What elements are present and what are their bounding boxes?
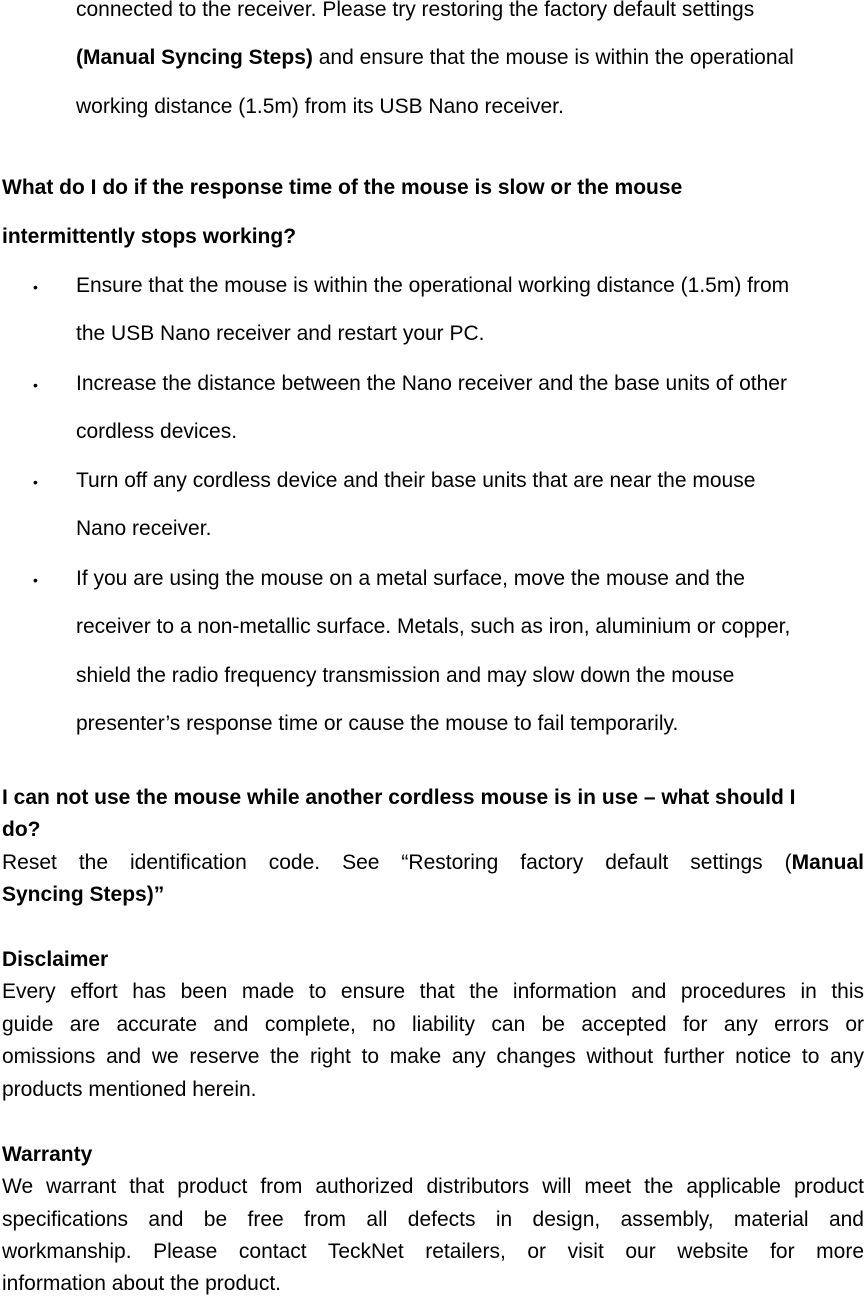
other-mouse-body-line-1	[2, 851, 864, 875]
manual-syncing-steps-ref: (Manual Syncing Steps)	[76, 46, 313, 69]
warranty-line-2: specifications and be free from all defects in design, assembly, material and	[2, 1208, 864, 1231]
bullet-2-line-2: cordless devices.	[76, 420, 238, 443]
warranty-line-4: information about the product.	[2, 1272, 282, 1295]
bullet-icon: •	[33, 474, 38, 490]
bullet-1-line-1: Ensure that the mouse is within the operational working distance (1.5m) from	[76, 274, 790, 297]
other-mouse-heading-line-1: I can not use the mouse while another cordless mouse is in use – what should I	[2, 786, 796, 809]
bullet-4-line-2: receiver to a non-metallic surface. Metals, such as iron, aluminium or copper,	[76, 615, 791, 638]
other-mouse-body-line-2: Syncing Steps)”	[2, 883, 165, 906]
disclaimer-line-1: Every effort has been made to ensure that the information and procedures in this	[2, 980, 864, 1003]
bullet-4-line-1: If you are using the mouse on a metal surface, move the mouse and the	[76, 567, 745, 590]
bullet-icon: •	[33, 572, 38, 588]
bullet-4-line-4: presenter’s response time or cause the mouse to fail temporarily.	[76, 712, 679, 735]
bullet-icon: •	[33, 279, 38, 295]
bullet-1-line-2: the USB Nano receiver and restart your PC.	[76, 322, 485, 345]
bullet-2-line-1: Increase the distance between the Nano receiver and the base units of other	[76, 372, 787, 395]
disclaimer-line-3: omissions and we reserve the right to make any changes without further notice to any	[2, 1045, 864, 1068]
bullet-3-line-2: Nano receiver.	[76, 517, 212, 540]
disclaimer-heading: Disclaimer	[2, 948, 109, 971]
bullet-icon: •	[33, 377, 38, 393]
intro-line-1: connected to the receiver. Please try restoring the factory default settings	[76, 0, 755, 21]
slow-heading-line-1: What do I do if the response time of the mouse is slow or the mouse	[2, 176, 683, 199]
warranty-heading: Warranty	[2, 1143, 93, 1166]
intro-line-3: working distance (1.5m) from its USB Nano receiver.	[76, 95, 564, 118]
warranty-line-1: We warrant that product from authorized distributors will meet the applicable product	[2, 1175, 864, 1198]
manual-ref: Manual	[791, 851, 864, 874]
intro-line-2-rest: and ensure that the mouse is within the operational	[312, 46, 794, 69]
disclaimer-line-2: guide are accurate and complete, no liability can be accepted for any errors or	[2, 1013, 864, 1036]
intro-line-2	[76, 46, 794, 70]
bullet-4-line-3: shield the radio frequency transmission and may slow down the mouse	[76, 664, 735, 687]
slow-heading-line-2: intermittently stops working?	[2, 225, 297, 248]
disclaimer-line-4: products mentioned herein.	[2, 1078, 257, 1101]
bullet-3-line-1: Turn off any cordless device and their base units that are near the mouse	[76, 469, 756, 492]
warranty-line-3: workmanship. Please contact TeckNet retailers, or visit our website for more	[2, 1240, 864, 1263]
reset-instruction: Reset the identification code. See “Restoring factory default settings (	[2, 851, 792, 874]
other-mouse-heading-line-2: do?	[2, 818, 41, 841]
